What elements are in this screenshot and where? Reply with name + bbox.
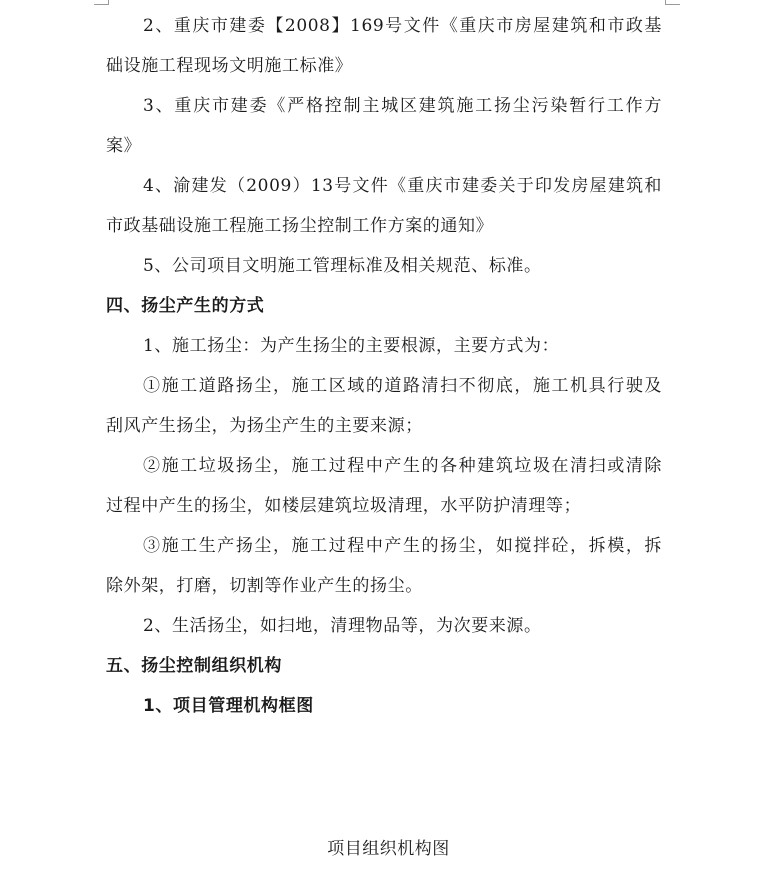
reference-3-line-2: 案》: [106, 136, 142, 156]
cause-3-line-2: 除外架，打磨，切割等作业产生的扬尘。: [106, 576, 423, 596]
section-4-paragraph-2: 2、生活扬尘，如扫地，清理物品等，为次要来源。: [143, 616, 542, 636]
section-4-heading: 四、扬尘产生的方式: [106, 296, 265, 316]
cause-2-line-2: 过程中产生的扬尘，如楼层建筑垃圾清理，水平防护清理等；: [106, 496, 582, 516]
reference-2-line-2: 础设施工程现场文明施工标准》: [106, 56, 353, 76]
cause-3-line-1: ③施工生产扬尘，施工过程中产生的扬尘，如搅拌砼，拆模，拆: [143, 536, 662, 556]
crop-mark-right: [665, 0, 680, 5]
crop-mark-left: [94, 0, 109, 5]
reference-4-line-1: 4、渝建发（2009）13号文件《重庆市建委关于印发房屋建筑和: [143, 176, 662, 196]
section-5-heading: 五、扬尘控制组织机构: [106, 656, 282, 676]
cause-1-line-2: 刮风产生扬尘，为扬尘产生的主要来源；: [106, 416, 423, 436]
figure-caption: 项目组织机构图: [327, 839, 450, 859]
section-4-paragraph-1: 1、施工扬尘：为产生扬尘的主要根源，主要方式为：: [143, 336, 560, 356]
reference-2-line-1: 2、重庆市建委【2008】169号文件《重庆市房屋建筑和市政基: [143, 16, 662, 36]
document-body: [106, 6, 662, 726]
cause-1-line-1: ①施工道路扬尘，施工区域的道路清扫不彻底，施工机具行驶及: [143, 376, 662, 396]
reference-4-line-2: 市政基础设施工程施工扬尘控制工作方案的通知》: [106, 216, 494, 236]
reference-3-line-1: 3、重庆市建委《严格控制主城区建筑施工扬尘污染暂行工作方: [143, 96, 662, 116]
reference-5: 5、公司项目文明施工管理标准及相关规范、标准。: [143, 256, 542, 276]
cause-2-line-1: ②施工垃圾扬尘，施工过程中产生的各种建筑垃圾在清扫或清除: [143, 456, 662, 476]
section-5-subheading: 1、项目管理机构框图: [143, 696, 314, 716]
